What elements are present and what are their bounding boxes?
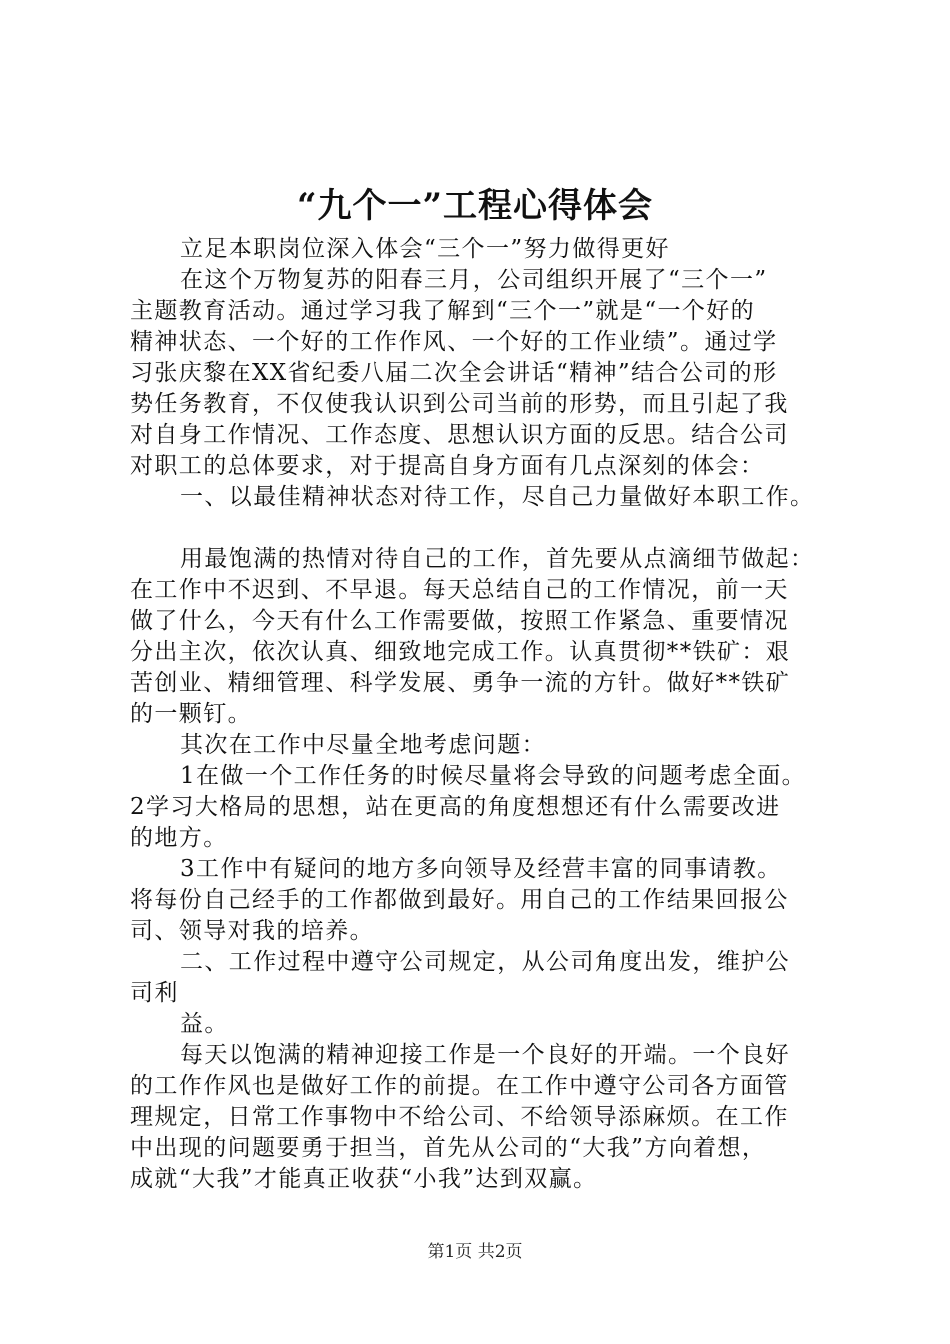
body-line: 在这个万物复苏的阳春三月，公司组织开展了“三个一”	[180, 267, 768, 293]
body-line: 将每份自己经手的工作都做到最好。用自己的工作结果回报公	[130, 887, 789, 913]
body-line: 其次在工作中尽量全地考虑问题：	[180, 732, 546, 758]
section-heading: 司利	[130, 980, 179, 1006]
body-line: 对职工的总体要求，对于提高自身方面有几点深刻的体会：	[130, 453, 765, 479]
body-line: 对自身工作情况、工作态度、思想认识方面的反思。结合公司	[130, 422, 789, 448]
body-line: 用最饱满的热情对待自己的工作，首先要从点滴细节做起：	[180, 546, 815, 572]
body-line: 苦创业、精细管理、科学发展、勇争一流的方针。做好**铁矿	[130, 670, 791, 696]
body-line: 1在做一个工作任务的时候尽量将会导致的问题考虑全面。	[180, 763, 807, 789]
body-line: 中出现的问题要勇于担当，首先从公司的“大我”方向着想，	[130, 1135, 767, 1161]
section-heading: 一、以最佳精神状态对待工作，尽自己力量做好本职工作。	[180, 484, 815, 510]
body-line: 成就“大我”才能真正收获“小我”达到双赢。	[130, 1166, 598, 1192]
body-line: 的一颗钉。	[130, 701, 252, 727]
document-body	[130, 234, 850, 1195]
body-line: 司、领导对我的培养。	[130, 918, 374, 944]
body-line: 理规定，日常工作事物中不给公司、不给领导添麻烦。在工作	[130, 1104, 789, 1130]
body-line: 2学习大格局的思想，站在更高的角度想想还有什么需要改进	[130, 794, 781, 820]
body-line: 每天以饱满的精神迎接工作是一个良好的开端。一个良好	[180, 1042, 790, 1068]
body-line: 主题教育活动。通过学习我了解到“三个一”就是“一个好的	[130, 298, 756, 324]
page-footer: 第1页 共2页	[427, 1242, 523, 1262]
body-line: 势任务教育，不仅使我认识到公司当前的形势，而且引起了我	[130, 391, 789, 417]
body-line: 习张庆黎在XX省纪委八届二次全会讲话“精神”结合公司的形	[130, 360, 778, 386]
body-line: 立足本职岗位深入体会“三个一”努力做得更好	[180, 236, 670, 262]
section-heading: 益。	[180, 1011, 229, 1037]
body-line: 做了什么，今天有什么工作需要做，按照工作紧急、重要情况	[130, 608, 789, 634]
body-line: 分出主次，依次认真、细致地完成工作。认真贯彻**铁矿：艰	[130, 639, 791, 665]
body-line: 的地方。	[130, 825, 228, 851]
body-line: 在工作中不迟到、不早退。每天总结自己的工作情况，前一天	[130, 577, 789, 603]
body-line: 3工作中有疑问的地方多向领导及经营丰富的同事请教。	[180, 856, 782, 882]
body-line: 的工作作风也是做好工作的前提。在工作中遵守公司各方面管	[130, 1073, 789, 1099]
paragraph-gap	[130, 513, 850, 544]
section-heading: 二、工作过程中遵守公司规定，从公司角度出发，维护公	[180, 949, 790, 975]
document-title: “九个一”工程心得体会	[296, 186, 654, 226]
body-line: 精神状态、一个好的工作作风、一个好的工作业绩”。通过学	[130, 329, 778, 355]
